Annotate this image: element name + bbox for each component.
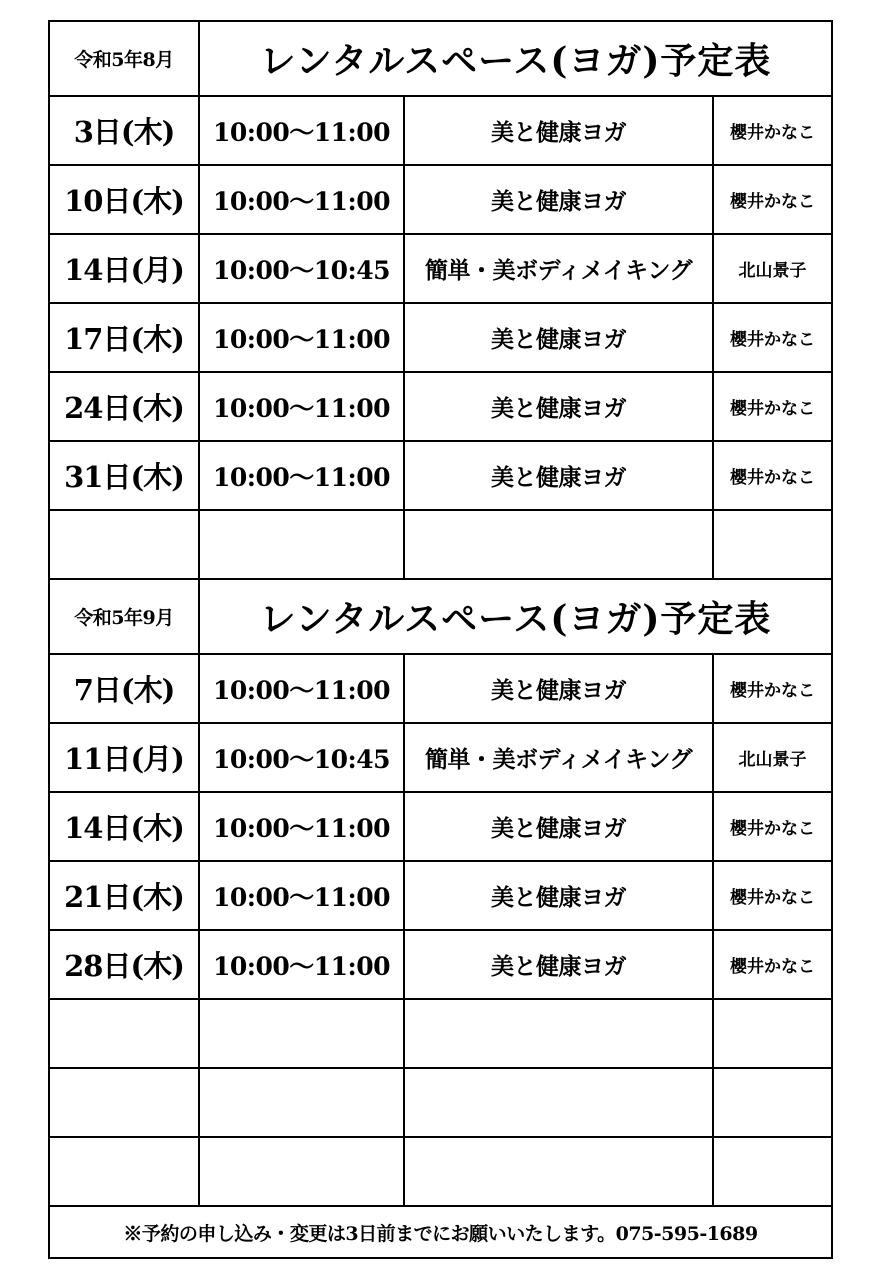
schedule-sheet [48,20,833,1259]
era-month-label: 令和5年9月 [49,579,199,654]
class-name-cell: 美と健康ヨガ [404,792,713,861]
schedule-body [49,21,832,1206]
class-name-cell: 簡単・美ボディメイキング [404,234,713,303]
instructor-cell [713,1137,832,1206]
instructor-cell: 北山景子 [713,723,832,792]
time-cell: 10:00～11:00 [199,861,404,930]
time-cell: 10:00～11:00 [199,303,404,372]
schedule-title: レンタルスペース(ヨガ)予定表 [199,21,832,96]
schedule-header-row [49,579,832,654]
date-cell: 28日(木) [49,930,199,999]
table-row [49,441,832,510]
instructor-cell [713,1068,832,1137]
class-name-cell: 美と健康ヨガ [404,930,713,999]
class-name-cell: 簡単・美ボディメイキング [404,723,713,792]
time-cell: 10:00～11:00 [199,372,404,441]
instructor-cell: 櫻井かなこ [713,792,832,861]
instructor-cell: 櫻井かなこ [713,96,832,165]
date-cell: 11日(月) [49,723,199,792]
table-row [49,999,832,1068]
time-cell: 10:00～11:00 [199,654,404,723]
date-cell: 17日(木) [49,303,199,372]
time-cell [199,999,404,1068]
instructor-cell: 櫻井かなこ [713,441,832,510]
time-cell: 10:00～11:00 [199,930,404,999]
date-cell: 3日(木) [49,96,199,165]
class-name-cell: 美と健康ヨガ [404,96,713,165]
table-row [49,372,832,441]
date-cell: 21日(木) [49,861,199,930]
table-row [49,1068,832,1137]
date-cell [49,999,199,1068]
time-cell: 10:00～11:00 [199,792,404,861]
table-row [49,723,832,792]
era-month-label: 令和5年8月 [49,21,199,96]
class-name-cell [404,510,713,579]
class-name-cell [404,1137,713,1206]
schedule-title: レンタルスペース(ヨガ)予定表 [199,579,832,654]
schedule-header-row [49,21,832,96]
reservation-note: ※予約の申し込み・変更は3日前までにお願いいたします。075-595-1689 [49,1206,832,1258]
date-cell: 14日(月) [49,234,199,303]
date-cell [49,1137,199,1206]
time-cell [199,510,404,579]
instructor-cell: 櫻井かなこ [713,861,832,930]
table-row [49,234,832,303]
table-row [49,96,832,165]
time-cell [199,1137,404,1206]
class-name-cell: 美と健康ヨガ [404,165,713,234]
class-name-cell: 美と健康ヨガ [404,654,713,723]
class-name-cell: 美と健康ヨガ [404,372,713,441]
class-name-cell: 美と健康ヨガ [404,441,713,510]
time-cell [199,1068,404,1137]
time-cell: 10:00～11:00 [199,441,404,510]
date-cell: 7日(木) [49,654,199,723]
class-name-cell [404,1068,713,1137]
date-cell [49,510,199,579]
instructor-cell: 北山景子 [713,234,832,303]
table-row [49,930,832,999]
date-cell: 14日(木) [49,792,199,861]
instructor-cell: 櫻井かなこ [713,303,832,372]
date-cell [49,1068,199,1137]
time-cell: 10:00～10:45 [199,723,404,792]
table-row [49,303,832,372]
instructor-cell: 櫻井かなこ [713,930,832,999]
class-name-cell: 美と健康ヨガ [404,303,713,372]
time-cell: 10:00～10:45 [199,234,404,303]
date-cell: 10日(木) [49,165,199,234]
instructor-cell: 櫻井かなこ [713,165,832,234]
time-cell: 10:00～11:00 [199,165,404,234]
date-cell: 24日(木) [49,372,199,441]
table-row [49,165,832,234]
time-cell: 10:00～11:00 [199,96,404,165]
class-name-cell [404,999,713,1068]
instructor-cell [713,510,832,579]
instructor-cell: 櫻井かなこ [713,372,832,441]
table-row [49,654,832,723]
table-row [49,510,832,579]
date-cell: 31日(木) [49,441,199,510]
class-name-cell: 美と健康ヨガ [404,861,713,930]
table-row [49,1137,832,1206]
table-row [49,792,832,861]
table-row [49,861,832,930]
instructor-cell [713,999,832,1068]
instructor-cell: 櫻井かなこ [713,654,832,723]
footer-row [49,1206,832,1258]
